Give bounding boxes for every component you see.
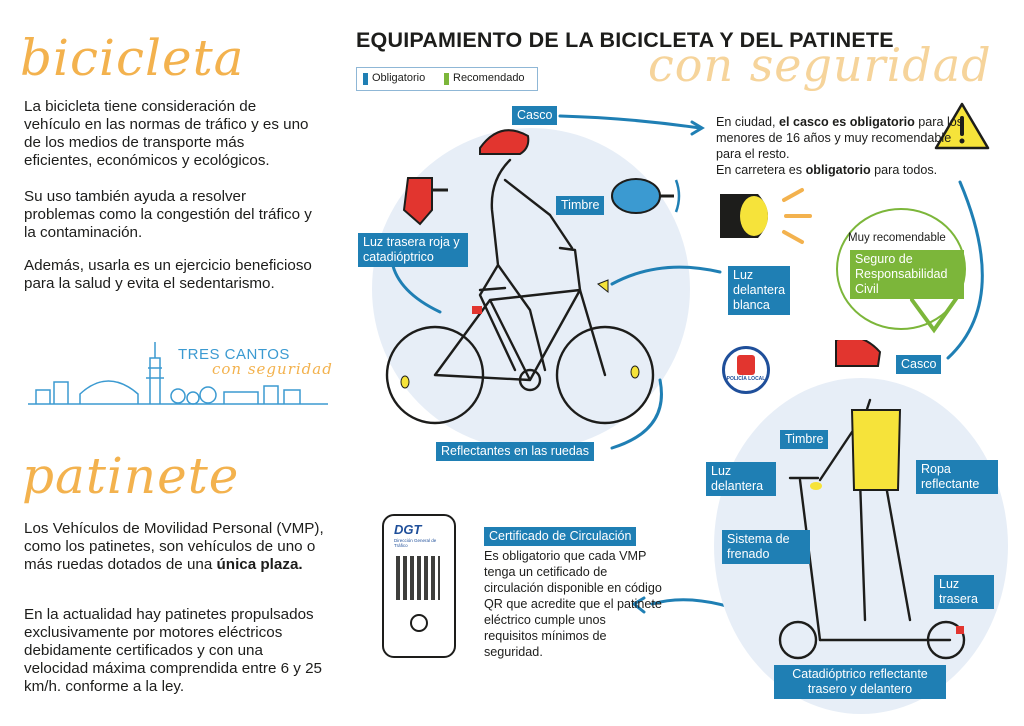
legend-mandatory-swatch [363,73,368,85]
bike-heading: bicicleta [20,29,245,87]
scooter-rear-light-tag: Luz trasera [934,575,994,609]
legend-recommended-label: Recomendado [453,72,525,84]
certificate-tag: Certificado de Circulación [484,527,636,546]
scooter-paragraph-1: Los Vehículos de Movilidad Personal (VMP), como los patinetes, son vehículos de uno o más ruedas dotados de una única plaza. [24,520,324,573]
dgt-logo: DGT [394,522,422,537]
scooter-front-light-tag: Luz delantera [706,462,776,496]
scooter-helmet-tag: Casco [896,355,941,374]
insurance-heading: Muy recomendable [848,232,946,244]
bike-paragraph-2: Su uso también ayuda a resolver problemas como la congestión del tráfico y la contaminación. [24,188,312,241]
phone-icon [382,514,456,658]
scooter-rider-illustration [760,340,1010,680]
insurance-tag: Seguro de Responsabilidad Civil [850,250,964,299]
phone-button-icon [410,614,428,632]
bike-rear-light-tag: Luz trasera roja y catadióptrico [358,233,468,267]
scooter-heading: patinete [22,447,240,505]
scooter-bell-tag: Timbre [780,430,828,449]
bike-bell-tag: Timbre [556,196,604,215]
police-badge-text: POLICÍA LOCAL [726,376,766,382]
scooter-vest-tag: Ropa reflectante [916,460,998,494]
front-light-icon [710,186,820,256]
logo-subtext: con seguridad [212,360,333,378]
rear-light-icon [398,170,456,228]
scooter-paragraph-2: En la actualidad hay patinetes propulsados exclusivamente por motores eléctricos debidamente certificados y con una velocidad máxima comprendida entre 6 y 25 km/h. conforme a la ley. [24,606,323,695]
helmet-note: En ciudad, el casco es obligatorio para los menores de 16 años y muy recomendable para el resto. En carretera es obligatorio para todos. [716,115,964,177]
bike-front-light-tag: Luz delantera blanca [728,266,790,315]
bike-helmet-tag: Casco [512,106,557,125]
legend-recommended-swatch [444,73,449,85]
logo-text: TRES CANTOS [178,346,290,363]
page-subtitle: con seguridad [648,38,992,92]
bell-icon [606,166,686,226]
dgt-subtitle: Dirección General de Tráfico [394,538,437,548]
page-title: EQUIPAMIENTO DE LA BICICLETA Y DEL PATINETE [356,28,894,52]
legend [356,67,538,91]
qr-code-icon [396,556,440,600]
bike-paragraph-3: Además, usarla es un ejercicio beneficioso para la salud y evita el sedentarismo. [24,257,312,292]
scooter-brake-tag: Sistema de frenado [722,530,810,564]
scooter-reflector-tag: Catadióptrico reflectante trasero y delantero [774,665,946,699]
legend-mandatory-label: Obligatorio [372,72,426,84]
certificate-note: Es obligatorio que cada VMP tenga un cetificado de circulación disponible en código QR que acredite que el patinete eléctrico cumple unos requisitos mínimos de seguridad. [484,549,662,659]
arrowhead-helmet [692,122,702,134]
bike-reflectors-tag: Reflectantes en las ruedas [436,442,594,461]
bike-paragraph-1: La bicicleta tiene consideración de vehículo en las normas de tráfico y es uno de los medios de transporte más eficientes, económicos y ecológicos. [24,98,309,169]
